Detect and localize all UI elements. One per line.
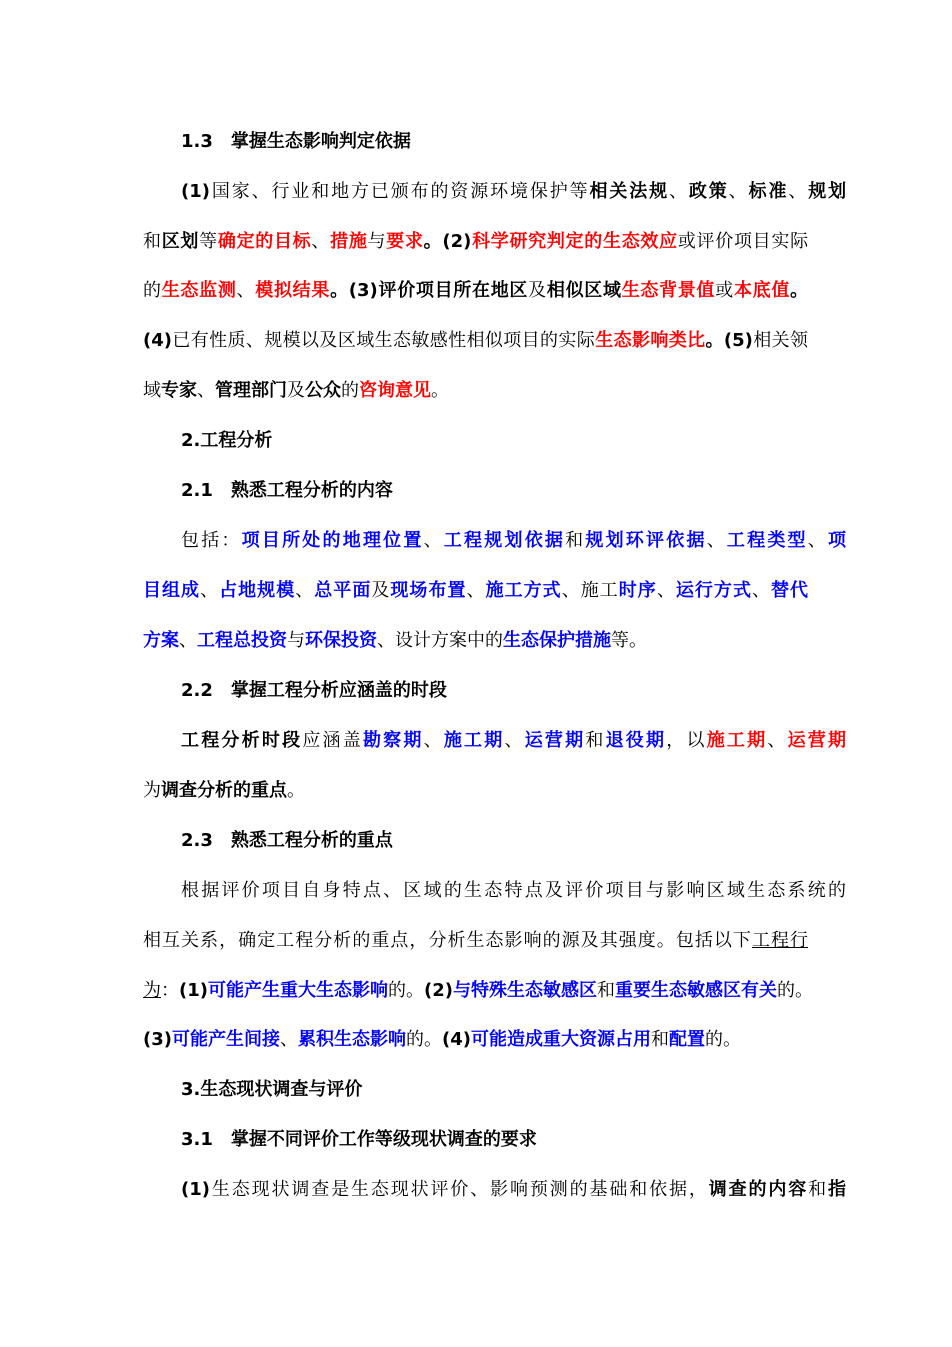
text-run: 已有性质、规模以及区域生态敏感性相似项目的实际 bbox=[171, 330, 596, 351]
text-run: 生态保护措施 bbox=[503, 630, 611, 651]
text-run: 、 bbox=[179, 630, 197, 651]
text-run: 的 bbox=[341, 380, 359, 401]
text-run: 的。 bbox=[704, 1029, 741, 1050]
text-run: 重要生态敏感区有关 bbox=[614, 980, 777, 1001]
text-run: (4) bbox=[441, 1029, 471, 1050]
text-run: 和 bbox=[596, 980, 615, 1001]
paragraph-line bbox=[181, 726, 846, 756]
text-run: 、 bbox=[197, 380, 215, 401]
text-run: 或评价项目实际 bbox=[677, 231, 809, 252]
paragraph-line bbox=[143, 626, 647, 656]
text-run: 和 bbox=[565, 530, 586, 551]
text-run: 、 bbox=[728, 181, 749, 202]
paragraph-line bbox=[181, 177, 846, 207]
text-run: 和 bbox=[585, 730, 606, 751]
text-run: 施工期 bbox=[706, 730, 768, 751]
text-run: 、设计方案中的 bbox=[377, 630, 503, 651]
text-run: 域 bbox=[143, 380, 161, 401]
text-run: 区划 bbox=[161, 231, 200, 252]
text-run: 2.工程分析 bbox=[181, 430, 273, 451]
text-run: 可能产生重大生态影响 bbox=[207, 980, 388, 1001]
text-run: 规划 bbox=[808, 181, 847, 202]
text-run: 2.2 bbox=[181, 680, 213, 701]
text-run: 等 bbox=[199, 231, 218, 252]
paragraph-line bbox=[143, 276, 808, 306]
text-run: (3) bbox=[143, 1029, 172, 1050]
text-run: 、 bbox=[311, 231, 331, 252]
text-run: 和 bbox=[808, 1179, 829, 1200]
text-run: 工程分析时段 bbox=[181, 730, 303, 751]
text-run: 、 bbox=[200, 580, 220, 601]
text-run: 施工方式 bbox=[485, 580, 562, 601]
text-run: 本底值 bbox=[733, 280, 791, 301]
text-run: 相似区域 bbox=[546, 280, 622, 301]
text-run: 3.1 bbox=[181, 1129, 213, 1150]
text-run: 可能造成重大资源占用 bbox=[470, 1029, 651, 1050]
text-run: 工程行 bbox=[751, 930, 808, 951]
text-run: 与 bbox=[287, 630, 305, 651]
text-run: 2.1 bbox=[181, 480, 213, 501]
heading-2 bbox=[181, 426, 272, 456]
text-run: 掌握工程分析应涵盖的时段 bbox=[230, 680, 447, 701]
text-run: 掌握不同评价工作等级现状调查的要求 bbox=[230, 1129, 537, 1150]
text-run: 。(5) bbox=[705, 330, 753, 351]
text-run: 熟悉工程分析的内容 bbox=[230, 480, 393, 501]
text-run: 、施工 bbox=[561, 580, 619, 601]
text-run: 规划环评依据 bbox=[585, 530, 707, 551]
text-run: 政策 bbox=[688, 181, 729, 202]
text-run: 、 bbox=[788, 181, 809, 202]
text-run: 工程规划依据 bbox=[443, 530, 566, 551]
text-run: 国家、行业和地方已颁布的资源环境保护等 bbox=[209, 181, 590, 202]
text-run: (1) bbox=[181, 1179, 210, 1200]
paragraph-line bbox=[181, 876, 846, 906]
text-run: 方案 bbox=[143, 630, 179, 651]
text-run: 、 bbox=[656, 580, 676, 601]
text-run: 的。 bbox=[405, 1029, 442, 1050]
text-run: (4) bbox=[143, 330, 172, 351]
text-run: 、 bbox=[423, 730, 444, 751]
text-run: 、 bbox=[669, 181, 689, 202]
text-run: 标准 bbox=[748, 181, 789, 202]
text-run: 勘察期 bbox=[362, 730, 424, 751]
text-run: 专家 bbox=[161, 380, 197, 401]
heading-3 bbox=[181, 1075, 362, 1105]
text-run: (1) bbox=[179, 980, 208, 1001]
text-run: 相互关系，确定工程分析的重点，分析生态影响的源及其强度。包括以下 bbox=[143, 930, 752, 951]
text-run: 工程类型 bbox=[726, 530, 808, 551]
text-run: 为 bbox=[143, 780, 161, 801]
paragraph-line bbox=[143, 1025, 741, 1055]
text-run: 相关法规 bbox=[589, 181, 670, 202]
text-run: 工程总投资 bbox=[197, 630, 287, 651]
text-run: 的 bbox=[143, 280, 162, 301]
text-run: 的。 bbox=[776, 980, 813, 1001]
text-run: ： bbox=[161, 980, 179, 1001]
text-run: 可能产生间接 bbox=[171, 1029, 280, 1050]
text-run: 运营期 bbox=[524, 730, 586, 751]
text-run: 确定的目标 bbox=[217, 231, 312, 252]
text-run: 生态影响类比 bbox=[595, 330, 706, 351]
text-run: 调查的内容 bbox=[708, 1179, 809, 1200]
text-run: 及 bbox=[371, 580, 391, 601]
text-run: 环保投资 bbox=[305, 630, 377, 651]
text-run: 及 bbox=[287, 380, 305, 401]
text-run: 和 bbox=[650, 1029, 669, 1050]
text-run: 、 bbox=[807, 530, 828, 551]
text-run: 生态现状调查是生态现状评价、影响预测的基础和依据， bbox=[209, 1179, 709, 1200]
text-run: 、 bbox=[423, 530, 444, 551]
text-run: 调查分析的重点 bbox=[161, 780, 287, 801]
heading-3-1 bbox=[181, 1125, 537, 1155]
text-run: 1.3 bbox=[181, 131, 213, 152]
text-run: 指 bbox=[828, 1179, 847, 1200]
text-run: 生态背景值 bbox=[621, 280, 716, 301]
text-run: 施工期 bbox=[443, 730, 505, 751]
paragraph-line bbox=[143, 326, 808, 356]
text-run: 掌握生态影响判定依据 bbox=[230, 131, 411, 152]
text-run: 或 bbox=[715, 280, 734, 301]
text-run: 。 bbox=[287, 780, 305, 801]
text-run: 管理部门 bbox=[215, 380, 287, 401]
heading-2-3 bbox=[181, 826, 393, 856]
text-run: 公众 bbox=[305, 380, 341, 401]
text-run: 3.生态现状调查与评价 bbox=[181, 1079, 363, 1100]
text-run: 与特殊生态敏感区 bbox=[452, 980, 597, 1001]
text-run: 、 bbox=[466, 580, 486, 601]
text-run: 相关领 bbox=[752, 330, 809, 351]
text-run: 2.3 bbox=[181, 830, 213, 851]
text-run: 替代 bbox=[771, 580, 809, 601]
text-run: ，以 bbox=[666, 730, 707, 751]
text-run: 应涵盖 bbox=[302, 730, 363, 751]
text-run: 、 bbox=[504, 730, 525, 751]
text-run: 配置 bbox=[668, 1029, 705, 1050]
text-run: 模拟结果 bbox=[255, 280, 331, 301]
text-run: 项 bbox=[828, 530, 846, 551]
text-run: 累积生态影响 bbox=[297, 1029, 406, 1050]
text-run: 目组成 bbox=[143, 580, 201, 601]
text-run: 总平面 bbox=[314, 580, 372, 601]
text-run: 、 bbox=[706, 530, 727, 551]
text-run: 为 bbox=[143, 980, 161, 1001]
paragraph-line bbox=[181, 1175, 846, 1205]
text-run: 时序 bbox=[618, 580, 657, 601]
text-run: 、 bbox=[767, 730, 788, 751]
text-run: 运营期 bbox=[787, 730, 846, 751]
text-run: 等。 bbox=[611, 630, 647, 651]
text-run: 及 bbox=[528, 280, 547, 301]
text-run: 熟悉工程分析的重点 bbox=[230, 830, 393, 851]
heading-1-3 bbox=[181, 127, 411, 157]
paragraph-line bbox=[143, 776, 305, 806]
text-run: 科学研究判定的生态效应 bbox=[471, 231, 678, 252]
paragraph-line bbox=[143, 976, 813, 1006]
heading-2-2 bbox=[181, 676, 447, 706]
paragraph-line bbox=[143, 227, 808, 257]
text-run: 的。 bbox=[387, 980, 424, 1001]
text-run: 、 bbox=[236, 280, 256, 301]
text-run: 项目所处的地理位置 bbox=[241, 530, 424, 551]
text-run: 运行方式 bbox=[675, 580, 752, 601]
text-run: 生态监测 bbox=[161, 280, 237, 301]
text-run: 。 bbox=[431, 380, 449, 401]
text-run: 与 bbox=[367, 231, 387, 252]
heading-2-1 bbox=[181, 476, 393, 506]
text-run: 。(3)评价项目所在地区 bbox=[330, 280, 529, 301]
text-run: 、 bbox=[752, 580, 772, 601]
text-run: 。(2) bbox=[423, 231, 472, 252]
text-run: 要求 bbox=[386, 231, 424, 252]
text-run: (1) bbox=[181, 181, 210, 202]
text-run: 措施 bbox=[330, 231, 368, 252]
text-run: 根据评价项目自身特点、区域的生态特点及评价项目与影响区域生态系统的 bbox=[181, 880, 846, 901]
paragraph-line bbox=[143, 376, 449, 406]
text-run: 、 bbox=[279, 1029, 298, 1050]
text-run: 和 bbox=[143, 231, 162, 252]
text-run: 现场布置 bbox=[390, 580, 467, 601]
text-run: 咨询意见 bbox=[359, 380, 431, 401]
text-run: 、 bbox=[295, 580, 315, 601]
paragraph-line bbox=[181, 526, 846, 556]
text-run: 占地规模 bbox=[219, 580, 296, 601]
paragraph-line bbox=[143, 926, 808, 956]
text-run: (2) bbox=[423, 980, 453, 1001]
text-run: 。 bbox=[790, 280, 809, 301]
text-run: 包括： bbox=[181, 530, 242, 551]
paragraph-line bbox=[143, 576, 808, 606]
text-run: 退役期 bbox=[605, 730, 667, 751]
